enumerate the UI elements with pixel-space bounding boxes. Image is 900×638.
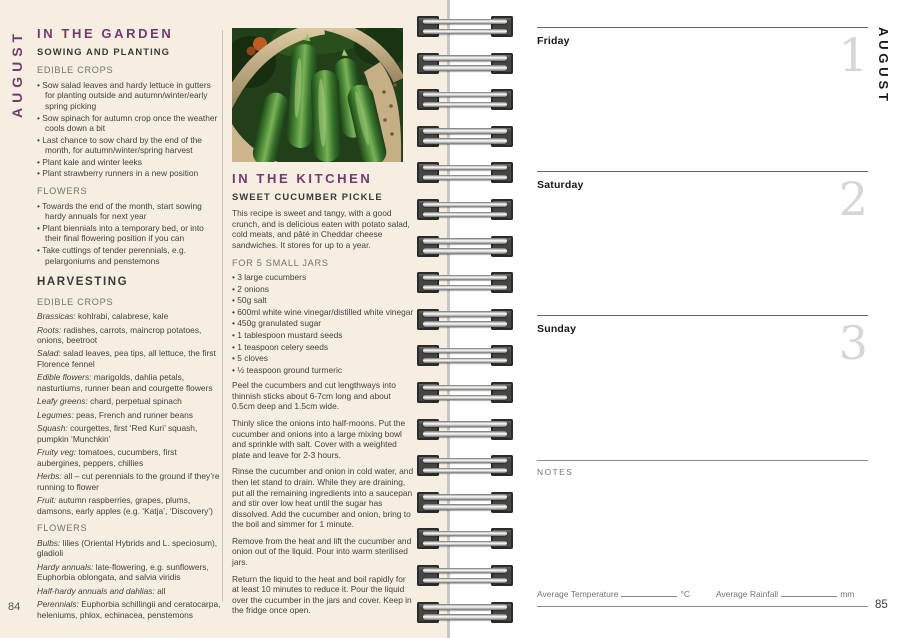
recipe-step: Peel the cucumbers and cut lengthways into thinnish sticks about 6-7cm long and about 0.5cm deep and 1.5cm wide. (232, 380, 396, 412)
notes-label: NOTES (537, 467, 574, 477)
kitchen-column (232, 28, 414, 622)
ingredient-item: • 600ml white wine vinegar/distilled white vinegar (232, 307, 414, 318)
bullet-item: • Last chance to sow chard by the end of the month, for autumn/winter/spring harvest (37, 135, 221, 156)
recipe-step: Return the liquid to the heat and boil rapidly for at least 10 minutes to reduce it. Pour the liquid over the cucumber in the jars and cover. Keep in the fridge once open. (232, 573, 412, 616)
yield-heading: FOR 5 SMALL JARS (232, 257, 329, 268)
harvest-item: Fruity veg: tomatoes, cucumbers, first aubergines, peppers, chillies (37, 447, 177, 468)
month-tab-left: AUGUST (9, 28, 25, 118)
day-number: 1 (838, 28, 868, 82)
diary-grid (537, 27, 868, 460)
page-number-left: 84 (8, 601, 21, 613)
sowing-edible-list (37, 80, 221, 179)
ingredient-item: • 450g granulated sugar (232, 318, 414, 329)
harvest-item: Squash: courgettes, first ‘Red Kuri’ squash, pumpkin ‘Munchkin’ (37, 423, 198, 444)
harvest-item: Edible flowers: marigolds, dahlia petals, nasturtiums, runner bean and courgette flowers (37, 372, 213, 394)
day-row (537, 27, 868, 171)
page-gutter-line (447, 0, 450, 638)
avg-rainfall-label: Average Rainfall (715, 589, 779, 599)
cucumber-photo (232, 28, 403, 162)
bullet-item: • Take cuttings of tender perennials, e.g. pelargoniums and penstemons (37, 245, 221, 266)
harvest-item: Roots: radishes, carrots, maincrop potatoes, onions, beetroot (37, 324, 202, 346)
day-name: Sunday (537, 323, 577, 336)
harvesting-flowers-list (37, 538, 221, 620)
bullet-item: • Sow salad leaves and hardy lettuce in gutters for planting outside and autumn/winter/early spring picking (37, 80, 221, 112)
harvest-item: Perennials: Euphorbia schillingii and ceratocarpa, heleniums, phlox, echinacea, penstemons (37, 599, 221, 620)
recipe-step: Rinse the cucumber and onion in cold water, and then let stand to drain. While they are draining, put all the remaining ingredients into a saucepan and stir over low heat until the sugar has dissolved. Add the cucumber and onion, bring to the boil and simmer for 1 minute. (232, 466, 414, 530)
sowing-title: SOWING AND PLANTING (37, 46, 171, 58)
bullet-item: • Plant strawberry runners in a new position (37, 168, 221, 179)
bullet-item: • Towards the end of the month, start sowing hardy annuals for next year (37, 201, 221, 222)
day-name: Friday (537, 35, 570, 47)
day-number: 3 (838, 316, 868, 371)
ingredient-item: • 1 teaspoon celery seeds (232, 342, 414, 353)
bullet-item: • Plant biennials into a temporary bed, or into their final flowering position if you can (37, 223, 221, 244)
harvesting-edible-list (37, 311, 221, 516)
bullet-item: • Sow spinach for autumn crop once the weather cools down a bit (37, 113, 221, 134)
harvest-item: Leafy greens: chard, perpetual spinach (37, 396, 182, 407)
harvesting-title: HARVESTING (37, 276, 129, 289)
recipe-step: Remove from the heat and lift the cucumber and onion out of the liquid. Pour into warm sterilised jars. (232, 535, 412, 567)
garden-title: IN THE GARDEN (37, 26, 174, 41)
temperature-unit: °C (680, 589, 690, 599)
ingredient-list (232, 272, 414, 375)
sowing-flowers-list (37, 201, 221, 266)
ingredient-item: • 5 cloves (232, 353, 414, 364)
recipe-intro: This recipe is sweet and tangy, with a good crunch, and is delicious eaten with potato salad, cold meats, and pâté in Cheddar cheese sandwiches. It stores for up to a year. (232, 208, 410, 250)
harvest-item: Legumes: peas, French and runner beans (37, 409, 193, 420)
kitchen-title: IN THE KITCHEN (232, 171, 373, 186)
day-row (537, 315, 868, 459)
recipe-step: Thinly slice the onions into half-moons. Put the cucumber and onions into a large mixing bowl and sprinkle with salt. Cover with a weighted plate and leave for 2-3 hours. (232, 418, 406, 460)
temperature-fill-in-line (621, 588, 677, 597)
notes-section (537, 460, 868, 579)
column-divider (222, 30, 223, 602)
ingredient-item: • 2 onions (232, 284, 414, 295)
harvest-item: Half-hardy annuals and dahlias: all (37, 585, 166, 596)
page-number-right: 85 (875, 599, 888, 611)
weather-footer (537, 588, 877, 599)
harvest-item: Herbs: all – cut perennials to the ground if they’re running to flower (37, 471, 220, 492)
harvest-item: Hardy annuals: late-flowering, e.g. sunflowers, Euphorbia oblongata, and salvia viridis (37, 561, 209, 583)
rainfall-fill-in-line (781, 588, 837, 597)
harvest-item: Fruit: autumn raspberries, grapes, plums, damsons, early apples (e.g. ‘Katja’, ‘Discovery’) (37, 495, 213, 516)
bullet-item: • Plant kale and winter leeks (37, 157, 221, 168)
harvesting-edible-heading: EDIBLE CROPS (37, 296, 114, 307)
day-number: 2 (838, 172, 868, 227)
day-row (537, 171, 868, 315)
harvesting-flowers-heading: FLOWERS (37, 523, 88, 534)
sowing-edible-heading: EDIBLE CROPS (37, 65, 114, 76)
garden-column (37, 26, 221, 623)
recipe-steps (232, 380, 414, 616)
ingredient-item: • ½ teaspoon ground turmeric (232, 365, 414, 376)
avg-temperature-label: Average Temperature (537, 589, 619, 599)
harvest-item: Salad: salad leaves, pea tips, all lettuce, the first Florence fennel (37, 348, 216, 370)
harvest-item: Bulbs: lilies (Oriental Hybrids and L. speciosum), gladioli (37, 537, 218, 559)
day-name: Saturday (537, 179, 584, 192)
recipe-title: SWEET CUCUMBER PICKLE (232, 191, 383, 203)
month-tab-right: AUGUST (876, 27, 891, 105)
harvest-item: Brassicas: kohlrabi, calabrese, kale (37, 311, 169, 322)
sowing-flowers-heading: FLOWERS (37, 186, 88, 197)
ingredient-item: • 1 tablespoon mustard seeds (232, 330, 414, 341)
ingredient-item: • 50g salt (232, 295, 414, 306)
ingredient-item: • 3 large cucumbers (232, 272, 414, 283)
rainfall-unit: mm (840, 589, 855, 599)
bottom-rule (537, 606, 868, 607)
